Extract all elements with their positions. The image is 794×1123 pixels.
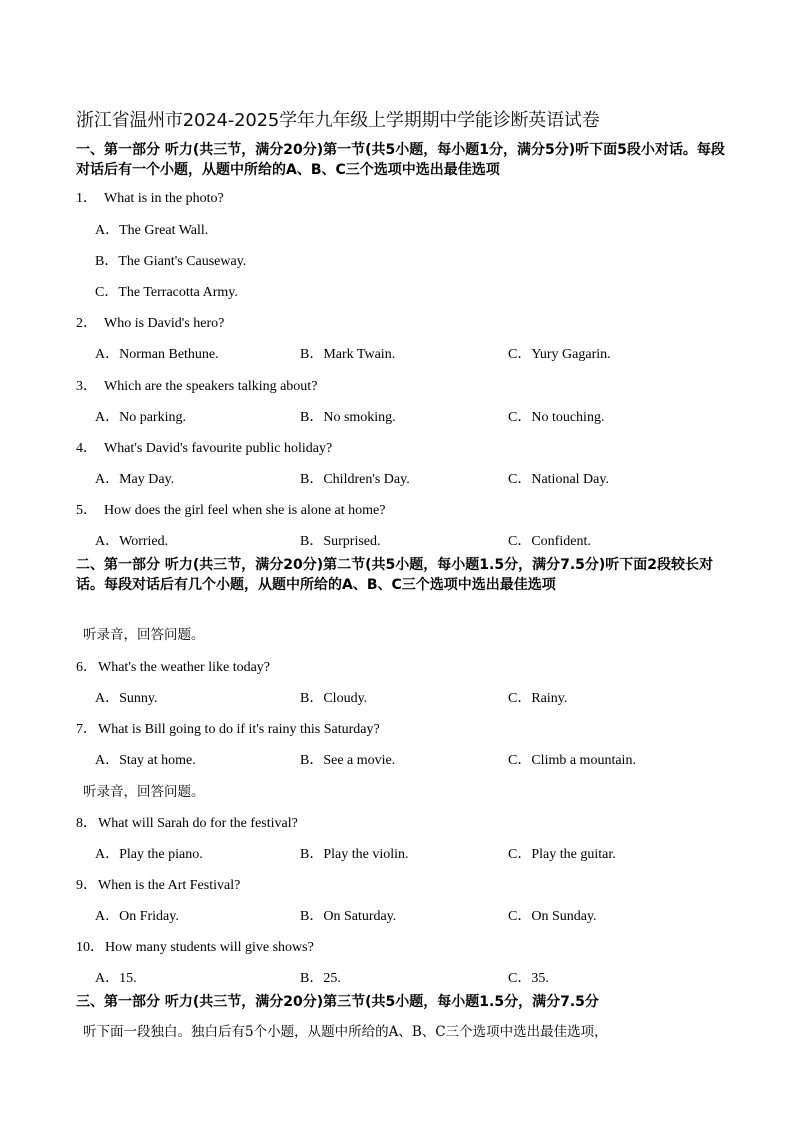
option-b: B．See a movie. xyxy=(300,753,396,768)
question-text: What is in the photo? xyxy=(104,191,224,206)
option-a: A．Norman Bethune. xyxy=(95,347,219,362)
question-5 xyxy=(76,499,385,519)
option-a: A．May Day. xyxy=(95,472,175,487)
question-number: 9． xyxy=(76,878,97,893)
option-c: C．The Terracotta Army. xyxy=(95,285,238,300)
option-c: C．Play the guitar. xyxy=(508,847,616,862)
option-b: B．No smoking. xyxy=(300,410,396,425)
question-9 xyxy=(76,874,240,894)
question-number: 4． xyxy=(76,441,97,456)
instruction: 听下面一段独白。独白后有5个小题，从题中所给的A、B、C三个选项中选出最佳选项， xyxy=(83,1024,608,1040)
question-text: What's David's favourite public holiday? xyxy=(104,441,333,456)
question-number: 2． xyxy=(76,316,97,331)
option-b: B．Children's Day. xyxy=(300,472,410,487)
question-number: 3． xyxy=(76,379,97,394)
option-a: A．The Great Wall. xyxy=(95,223,209,238)
question-text: How does the girl feel when she is alone at home? xyxy=(104,503,386,518)
question-text: Who is David's hero? xyxy=(104,316,225,331)
option-b: B．Mark Twain. xyxy=(300,347,396,362)
option-c: C．National Day. xyxy=(508,472,609,487)
option-b: B．Play the violin. xyxy=(300,847,409,862)
question-text: What's the weather like today? xyxy=(98,660,271,675)
option-c: C．Climb a mountain. xyxy=(508,753,636,768)
question-4 xyxy=(76,437,332,457)
section-heading-3: 三、第一部分 听力(共三节，满分20分)第三节(共5小题，每小题1.5分，满分7.5分 xyxy=(76,994,599,1010)
option-a: A．Sunny. xyxy=(95,691,158,706)
question-number: 5． xyxy=(76,503,97,518)
option-b: B．On Saturday. xyxy=(300,909,397,924)
question-number: 6． xyxy=(76,660,97,675)
option-c: C．35. xyxy=(508,971,549,986)
question-text: How many students will give shows? xyxy=(105,940,314,955)
option-a: A．On Friday. xyxy=(95,909,179,924)
section-heading-1: 一、第一部分 听力(共三节，满分20分)第一节(共5小题，每小题1分，满分5分)听下面5段小对话。每段对话后有一个小题，从题中所给的A、B、C三个选项中选出最佳选项 xyxy=(76,142,725,178)
question-6 xyxy=(76,656,270,676)
question-number: 1． xyxy=(76,191,97,206)
question-text: What will Sarah do for the festival? xyxy=(98,816,298,831)
option-c: C．On Sunday. xyxy=(508,909,597,924)
option-b: B．Surprised. xyxy=(300,534,381,549)
question-10 xyxy=(76,936,314,956)
option-c: C．Yury Gagarin. xyxy=(508,347,611,362)
option-c: C．No touching. xyxy=(508,410,605,425)
option-c: C．Rainy. xyxy=(508,691,568,706)
question-7 xyxy=(76,718,380,738)
question-2 xyxy=(76,312,224,332)
question-text: When is the Art Festival? xyxy=(98,878,241,893)
option-b: B．The Giant's Causeway. xyxy=(95,254,247,269)
option-a: A．Stay at home. xyxy=(95,753,196,768)
question-3 xyxy=(76,375,317,395)
option-b: B．25. xyxy=(300,971,341,986)
question-number: 10． xyxy=(76,940,104,955)
option-a: A．Play the piano. xyxy=(95,847,203,862)
instruction: 听录音，回答问题。 xyxy=(83,627,205,643)
instruction: 听录音，回答问题。 xyxy=(83,784,205,800)
question-text: What is Bill going to do if it's rainy this Saturday? xyxy=(98,722,380,737)
page-title: 浙江省温州市2024-2025学年九年级上学期期中学能诊断英语试卷 xyxy=(76,110,600,131)
question-text: Which are the speakers talking about? xyxy=(104,379,318,394)
question-1 xyxy=(76,187,224,207)
question-number: 8． xyxy=(76,816,97,831)
question-8 xyxy=(76,812,298,832)
option-a: A．15. xyxy=(95,971,137,986)
option-b: B．Cloudy. xyxy=(300,691,368,706)
option-a: A．No parking. xyxy=(95,410,186,425)
question-number: 7． xyxy=(76,722,97,737)
section-heading-2: 二、第一部分 听力(共三节，满分20分)第二节(共5小题，每小题1.5分，满分7.5分)听下面2段较长对话。每段对话后有几个小题，从题中所给的A、B、C三个选项中选出最佳选项 xyxy=(76,557,714,593)
option-c: C．Confident. xyxy=(508,534,591,549)
option-a: A．Worried. xyxy=(95,534,169,549)
